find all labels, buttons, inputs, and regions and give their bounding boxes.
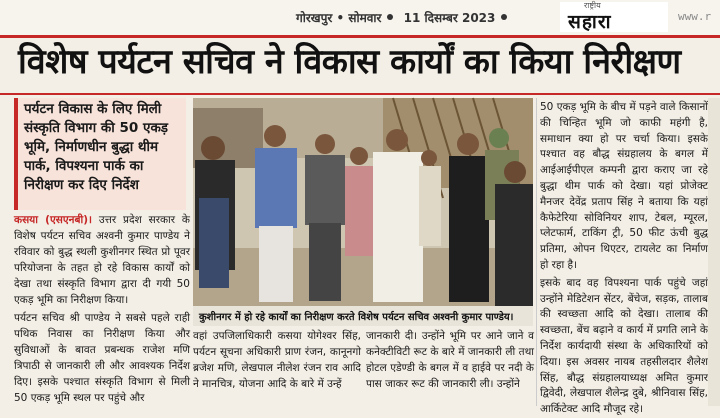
article-photo [193, 98, 533, 306]
paragraph-text: उत्तर प्रदेश सरकार के विशेष पर्यटन सचिव अश्वनी कुमार पाण्डेय ने रविवार को बुद्ध स्थली कुशीनगर स्थित प्रो पूवर परियोजना के तहत हो रहे विकास कार्यों को देखा तथा संस्कृति विभाग द्वारा दी गयी 50 एकड़ भूमि का निरीक्षण किया। [14, 214, 191, 306]
column-divider [536, 98, 537, 406]
paragraph: इसके बाद वह विपश्यना पार्क पहुंचे जहां उन्होंने मेडिटेशन सेंटर, बेंचेज, सड़क, तालाब की स्वच्छता आदि को देखा। तालाब की स्वच्छता, बेंच बढ़ाने व कार्य में प्रगति लाने के निर्देश कार्यदायी संस्था के अधिकारियों को दिया। इस अवसर नायब तहसीलदार शैलेश सिंह, बौद्ध संग्रहालयाध्यक्ष अमित कुमार द्विवेदी, लेखपाल शैलेन्द्र दुबे, श्रीनिवास सिंह, आर्किटेक्ट आदि मौजूद रहे। [540, 276, 708, 416]
brand-tagline: राष्ट्रीय [584, 1, 601, 10]
headline: विशेष पर्यटन सचिव ने विकास कार्यों का किया निरीक्षण [18, 42, 681, 82]
left-column [14, 212, 190, 406]
headline-rule [0, 93, 720, 95]
edition-city: गोरखपुर [296, 11, 333, 25]
paragraph: जानकारी दी। उन्होंने भूमि पर आने जाने व कनेक्टीविटी रूट के बारे में जानकारी ली तथा होटल एडेण्डी के बगल में व हाईवे पर नदी के पास जाकर रूट की जानकारी ली। उन्होंने [366, 330, 534, 390]
photo-illustration [193, 98, 533, 306]
masthead-rule [0, 35, 720, 38]
separator-dot [501, 14, 507, 20]
dateline: कसया (एसएनबी)। [14, 214, 92, 226]
page-edge-strip [708, 98, 720, 406]
subhead-text: पर्यटन विकास के लिए मिली संस्कृति विभाग की 50 एकड़ भूमि, निर्माणधीन बुद्धा थीम पार्क, विपश्यना पार्क का निरीक्षण कर दिए निर्देश [24, 101, 169, 193]
subhead-box [14, 98, 186, 210]
masthead [0, 0, 720, 36]
paragraph: पर्यटन सचिव श्री पाण्डेय ने सबसे पहले राही पथिक निवास का निरीक्षण किया और सुविधाओं के बावत प्रबन्धक राजेश मणि त्रिपाठी से जानकारी ली और आवश्यक निर्देश दिए। इसके पश्चात संस्कृति विभाग से मिली 50 एकड़ भूमि स्थल पर पहुंचे और [14, 312, 190, 404]
middle-column-1 [193, 328, 361, 406]
logo-swoosh [60, 0, 192, 28]
edition-meta: गोरखपुर • सोमवार 11 दिसम्बर 2023 [296, 9, 513, 26]
middle-column-2 [366, 328, 534, 406]
photo-caption: कुशीनगर में हो रहे कार्यों का निरीक्षण करते विशेष पर्यटन सचिव अश्वनी कुमार पाण्डेय। [193, 306, 533, 326]
right-column [540, 100, 708, 416]
edition-date: 11 दिसम्बर [403, 11, 458, 25]
separator-dot [387, 14, 393, 20]
paragraph: वहां उपजिलाधिकारी कसया योगेश्वर सिंह, पर्यटन सूचना अधिकारी प्राण रंजन, कानूनगो ब्रजेश मणि, लेखपाल नीलेश रंजन राव आदि ने मानचित्र, योजना आदि के बारे में उन्हें [193, 330, 361, 390]
paragraph [14, 212, 190, 308]
edition-day: सोमवार [348, 11, 382, 25]
edition-year: 2023 [461, 11, 496, 25]
brand-logo: सहारा [568, 11, 612, 33]
paragraph: 50 एकड़ भूमि के बीच में पड़ने वाले किसानों की चिन्हित भूमि जो काफी महंगी है, समाधान क्या हो पर चर्चा किया। इसके पश्चात वह बौद्ध संग्रहालय के बगल में आईआईपीएल कम्पनी द्वारा कराए जा रहे बुद्धा थीम पार्क को देखा। यहां प्रोजेक्ट मैनजर देवेंद्र प्रताप सिंह ने बताया कि यहां कैफेटेरिया सोविनियर शाप, टेबल, म्यूरल, प्लेटफार्म, टाकिंग ट्री, 50 फीट ऊंची बुद्ध प्रतिमा, ओपन थिएटर, टायलेट का निर्माण हो रहा है। [540, 101, 708, 271]
brand-url: www.r [678, 10, 712, 23]
